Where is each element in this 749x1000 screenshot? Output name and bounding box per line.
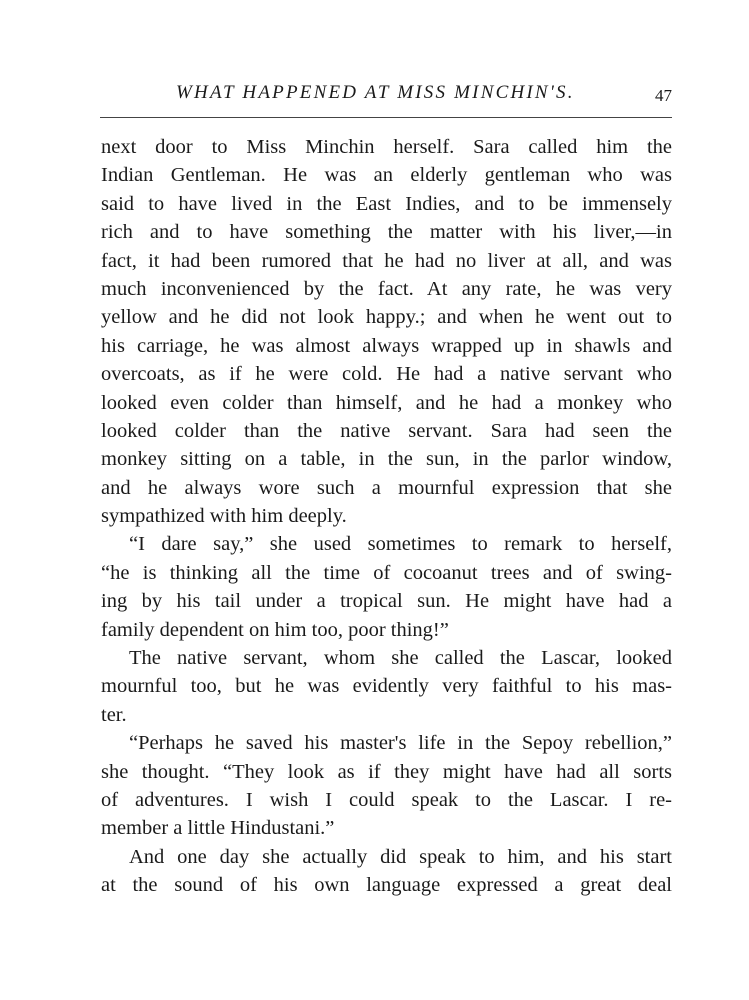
text-line: mournful too, but he was evidently very faithful to his mas-: [101, 675, 672, 698]
paragraph-end-line: member a little Hindustani.”: [101, 817, 335, 840]
text-line: next door to Miss Minchin herself. Sara called him the: [101, 136, 672, 158]
text-line: overcoats, as if he were cold. He had a native servant who: [101, 363, 672, 386]
paragraph-start-line: And one day she actually did speak to him, and his start: [129, 845, 672, 868]
header-rule: [100, 117, 672, 118]
text-line: his carriage, he was almost always wrapped up in shawls and: [101, 334, 672, 357]
text-line: ing by his tail under a tropical sun. He might have had a: [101, 590, 672, 613]
body-text: [101, 133, 672, 900]
running-title: WHAT HAPPENED AT MISS MINCHIN'S.: [176, 82, 575, 103]
paragraph-end-line: family dependent on him too, poor thing!”: [101, 618, 449, 641]
paragraph-end-line: ter.: [101, 703, 127, 726]
paragraph-start-line: “I dare say,” she used sometimes to remark to herself,: [129, 533, 672, 556]
text-line: fact, it had been rumored that he had no liver at all, and was: [101, 249, 672, 272]
text-line: said to have lived in the East Indies, and to be immensely: [101, 192, 672, 215]
text-line: monkey sitting on a table, in the sun, in the parlor window,: [101, 448, 672, 471]
paragraph-start-line: The native servant, whom she called the Lascar, looked: [129, 647, 672, 670]
text-line: looked colder than the native servant. Sara had seen the: [101, 419, 672, 442]
text-line: looked even colder than himself, and he had a monkey who: [101, 391, 672, 414]
page-number: 47: [655, 86, 672, 105]
paragraph-start-line: “Perhaps he saved his master's life in the Sepoy rebellion,”: [129, 732, 672, 755]
text-line: “he is thinking all the time of cocoanut trees and of swing-: [101, 561, 672, 584]
paragraph-end-line: sympathized with him deeply.: [101, 505, 347, 528]
text-line: she thought. “They look as if they might have had all sorts: [101, 760, 672, 783]
text-line: and he always wore such a mournful expression that she: [101, 476, 672, 499]
text-line: much inconvenienced by the fact. At any rate, he was very: [101, 277, 672, 300]
text-line: of adventures. I wish I could speak to the Lascar. I re-: [101, 788, 672, 811]
text-line: yellow and he did not look happy.; and when he went out to: [101, 306, 672, 329]
text-line: Indian Gentleman. He was an elderly gentleman who was: [101, 164, 672, 187]
text-line: at the sound of his own language expressed a great deal: [101, 874, 672, 897]
running-head: [100, 82, 672, 112]
text-line: rich and to have something the matter with his liver,—in: [101, 221, 672, 244]
